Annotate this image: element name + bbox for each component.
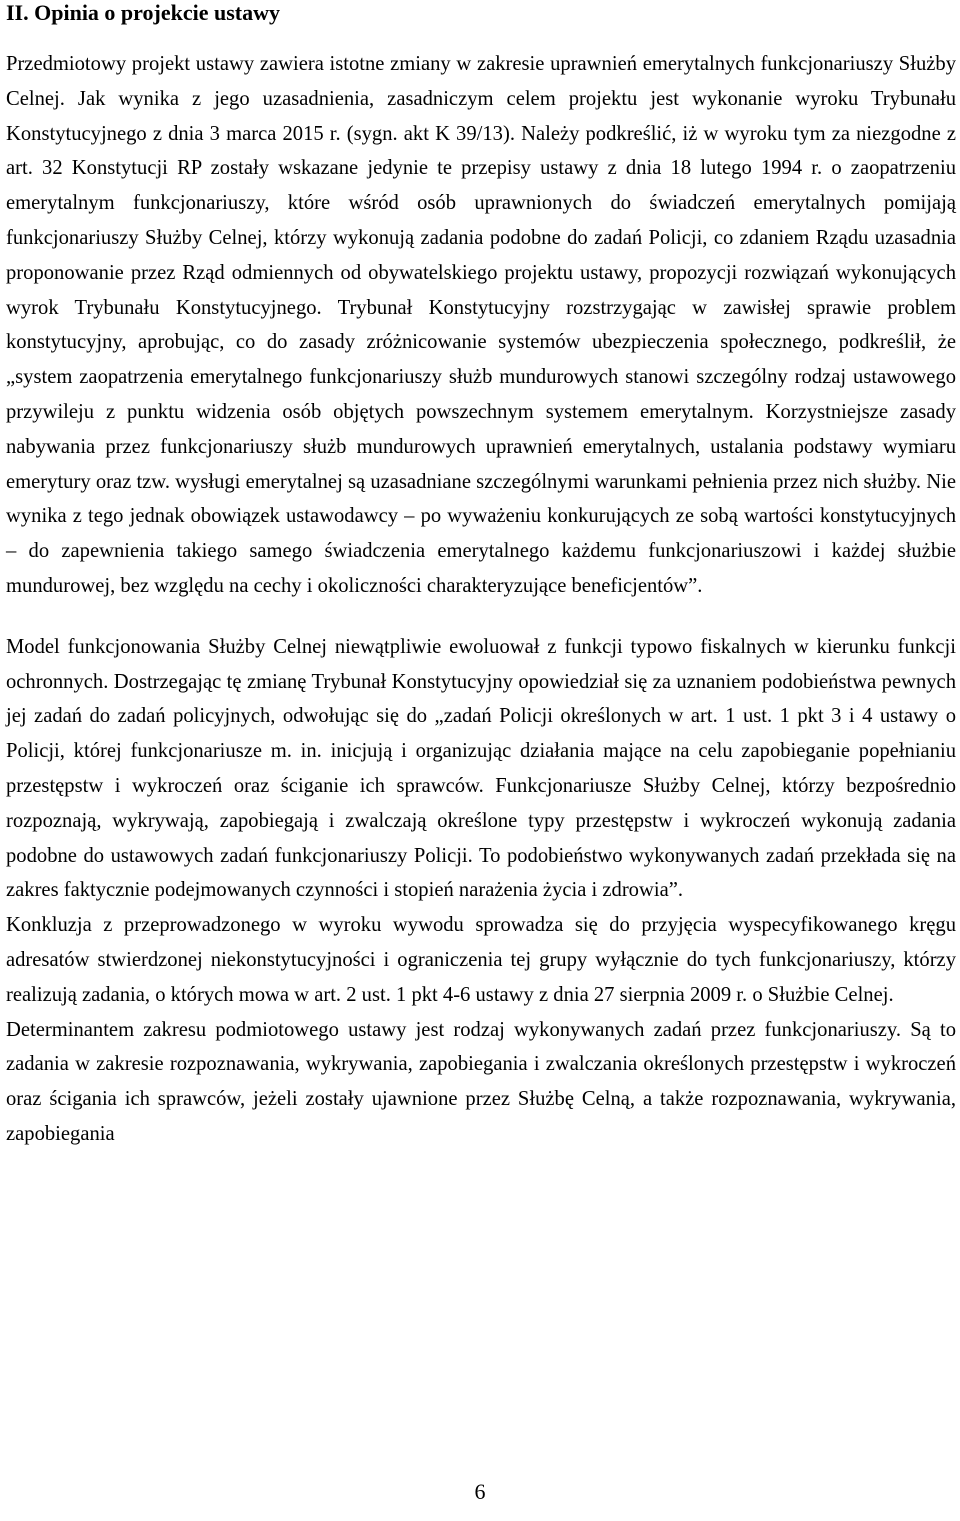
- paragraph-determinant: Determinantem zakresu podmiotowego ustawy jest rodzaj wykonywanych zadań przez funkcjonariuszy. Są to zadania w zakresie rozpoznawania, wykrywania, zapobiegania i zwalczania określonych przestępstw i wykroczeń oraz ścigania ich sprawców, jeżeli zostały ujawnione przez Służbę Celną, a także rozpoznawania, wykrywania, zapobiegania: [6, 1018, 956, 1145]
- paragraph-opinion-intro: Przedmiotowy projekt ustawy zawiera istotne zmiany w zakresie uprawnień emerytalnych funkcjonariuszy Służby Celnej. Jak wynika z jego uzasadnienia, zasadniczym celem projektu jest wykonanie wyroku Trybunału Konstytucyjnego z dnia 3 marca 2015 r. (sygn. akt K 39/13). Należy podkreślić, iż w wyroku tym za niezgodne z art. 32 Konstytucji RP zostały wskazane jedynie te przepisy ustawy z dnia 18 lutego 1994 r. o zaopatrzeniu emerytalnym funkcjonariuszy, które wśród osób uprawnionych do świadczeń emerytalnych pomijają funkcjonariuszy Służby Celnej, którzy wykonują zadania podobne do zadań Policji, co zdaniem Rządu uzasadnia proponowanie przez Rząd odmiennych od obywatelskiego projektu ustawy, propozycji rozwiązań wykonujących wyrok Trybunału Konstytucyjnego. Trybunał Konstytucyjny rozstrzygając w zawisłej sprawie problem konstytucyjny, aprobując, co do zasady zróżnicowanie systemów ubezpieczenia społecznego, podkreślił, że „system zaopatrzenia emerytalnego funkcjonariuszy służb mundurowych stanowi szczególny rodzaj ustawowego przywileju z punktu widzenia osób objętych powszechnym systemem emerytalnym. Korzystniejsze zasady nabywania przez funkcjonariuszy służb mundurowych uprawnień emerytalnych, ustalania podstawy wymiaru emerytury oraz tzw. wysługi emerytalnej są uzasadniane szczególnymi warunkami pełnienia przez nich służby. Nie wynika z tego jednak obowiązek ustawodawcy – po wyważeniu konkurujących ze sobą wartości konstytucyjnych – do zapewnienia takiego samego świadczenia emerytalnego każdemu funkcjonariuszowi i każdej służbie mundurowej, bez względu na cechy i okoliczności charakteryzujące beneficjentów”.: [6, 53, 956, 597]
- section-heading: II. Opinia o projekcie ustawy: [6, 0, 281, 25]
- page-number: 6: [474, 1479, 486, 1504]
- document-page: [6, 0, 956, 1152]
- paragraph-conclusion: Konkluzja z przeprowadzonego w wyroku wywodu sprowadza się do przyjęcia wyspecyfikowanego kręgu adresatów stwierdzonej niekonstytucyjności i ograniczenia tej grupy wyłącznie do tych funkcjonariuszy, którzy realizują zadania, o których mowa w art. 2 ust. 1 pkt 4-6 ustawy z dnia 27 sierpnia 2009 r. o Służbie Celnej.: [6, 914, 956, 1006]
- paragraph-customs-model: Model funkcjonowania Służby Celnej niewątpliwie ewoluował z funkcji typowo fiskalnych w kierunku funkcji ochronnych. Dostrzegając tę zmianę Trybunał Konstytucyjny opowiedział się za uznaniem podobieństwa pewnych jej zadań do zadań policyjnych, odwołując się do „zadań Policji określonych w art. 1 ust. 1 pkt 3 i 4 ustawy o Policji, której funkcjonariusze m. in. inicjują i organizując działania mające na celu zapobieganie popełnianiu przestępstw i wykroczeń oraz ściganie ich sprawców. Funkcjonariusze Służby Celnej, którzy bezpośrednio rozpoznają, wykrywają, zapobiegają i zwalczają określone typy przestępstw i wykroczeń wykonują zadania podobne do ustawowych zadań funkcjonariuszy Policji. To podobieństwo wykonywanych zadań przekłada się na zakres faktycznie podejmowanych czynności i stopień narażenia życia i zdrowia”.: [6, 635, 956, 902]
